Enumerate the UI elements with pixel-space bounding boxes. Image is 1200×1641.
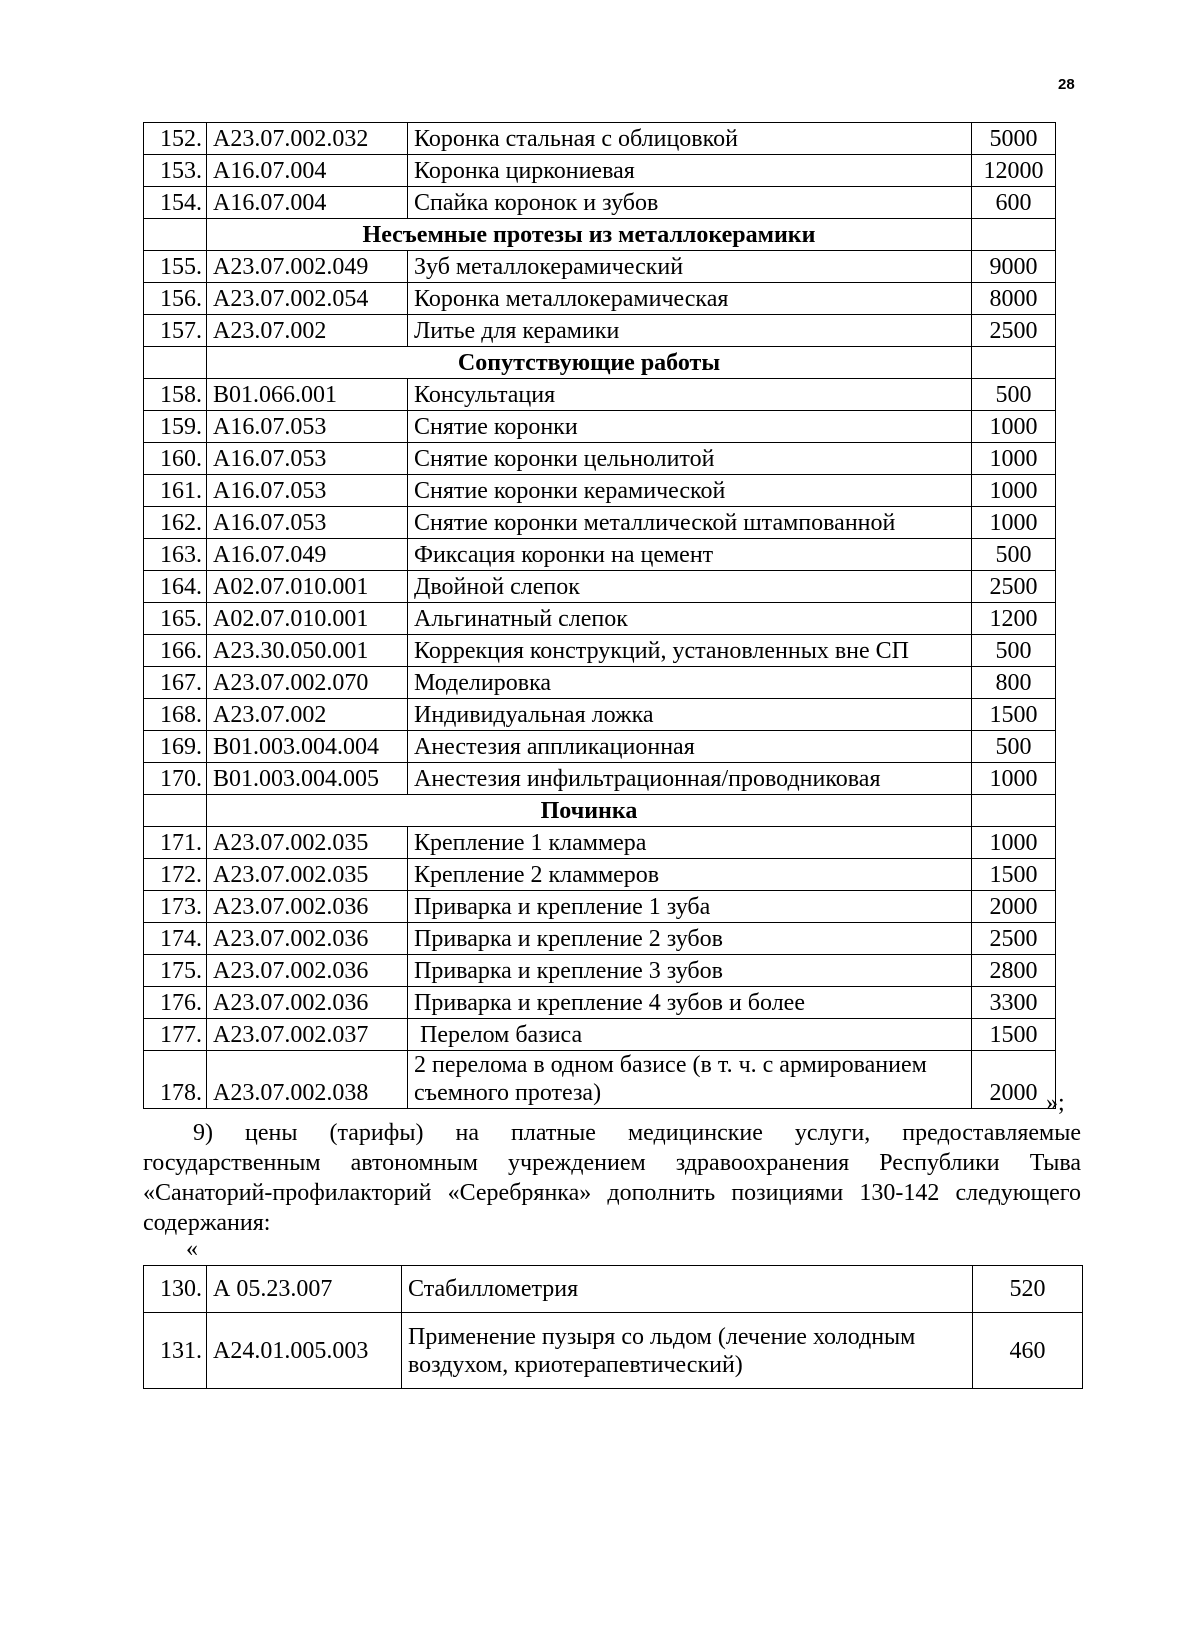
service-price: 520 [973, 1266, 1083, 1313]
service-price: 5000 [972, 123, 1056, 155]
price-table-dental [143, 122, 1056, 1109]
table-row [144, 155, 1056, 187]
service-name: Приварка и крепление 3 зубов [408, 955, 972, 987]
service-price: 2500 [972, 923, 1056, 955]
table-row [144, 475, 1056, 507]
service-name: Анестезия аппликационная [408, 731, 972, 763]
service-name: Крепление 2 кламмеров [408, 859, 972, 891]
row-number: 131. [144, 1313, 207, 1389]
table-row [144, 667, 1056, 699]
service-code: A23.07.002.036 [207, 955, 408, 987]
row-number: 159. [144, 411, 207, 443]
service-name: Стабиллометрия [402, 1266, 973, 1313]
service-code: A23.07.002.037 [207, 1019, 408, 1051]
service-code: B01.003.004.004 [207, 731, 408, 763]
table-row [144, 1266, 1083, 1313]
service-price: 1000 [972, 443, 1056, 475]
row-number: 170. [144, 763, 207, 795]
service-name: Консультация [408, 379, 972, 411]
row-number: 155. [144, 251, 207, 283]
table-row [144, 1313, 1083, 1389]
table-row [144, 411, 1056, 443]
service-price: 2800 [972, 955, 1056, 987]
service-price: 2000 [972, 1051, 1056, 1109]
table-row [144, 315, 1056, 347]
service-name: Коронка металлокерамическая [408, 283, 972, 315]
table-row [144, 187, 1056, 219]
service-code: B01.066.001 [207, 379, 408, 411]
service-name: Коррекция конструкций, установленных вне СП [408, 635, 972, 667]
service-code: A16.07.053 [207, 443, 408, 475]
service-name: Крепление 1 кламмера [408, 827, 972, 859]
table-row [144, 1019, 1056, 1051]
service-name: Зуб металлокерамический [408, 251, 972, 283]
service-price: 3300 [972, 987, 1056, 1019]
price-table-sanatorium [143, 1265, 1083, 1389]
table-row [144, 539, 1056, 571]
service-name: 2 перелома в одном базисе (в т. ч. с армированием съемного протеза) [408, 1051, 972, 1109]
row-number: 174. [144, 923, 207, 955]
service-code: А 05.23.007 [207, 1266, 402, 1313]
service-code: A23.07.002.035 [207, 827, 408, 859]
closing-quote: »; [1046, 1090, 1065, 1116]
row-number: 164. [144, 571, 207, 603]
empty-cell [972, 219, 1056, 251]
service-name: Приварка и крепление 2 зубов [408, 923, 972, 955]
service-name: Снятие коронки цельнолитой [408, 443, 972, 475]
service-name: Двойной слепок [408, 571, 972, 603]
service-code: A24.01.005.003 [207, 1313, 402, 1389]
row-number: 152. [144, 123, 207, 155]
service-price: 1000 [972, 507, 1056, 539]
table-row [144, 731, 1056, 763]
service-code: A02.07.010.001 [207, 571, 408, 603]
service-code: A02.07.010.001 [207, 603, 408, 635]
table-row [144, 955, 1056, 987]
service-price: 2500 [972, 315, 1056, 347]
service-code: A16.07.004 [207, 187, 408, 219]
service-price: 2500 [972, 571, 1056, 603]
service-code: A16.07.053 [207, 411, 408, 443]
table-row [144, 763, 1056, 795]
service-name: Снятие коронки керамической [408, 475, 972, 507]
table-row [144, 987, 1056, 1019]
section-title: Несъемные протезы из металлокерамики [207, 219, 972, 251]
service-name: Применение пузыря со льдом (лечение холодным воздухом, криотерапевтический) [402, 1313, 973, 1389]
row-number: 153. [144, 155, 207, 187]
service-price: 12000 [972, 155, 1056, 187]
service-code: A16.07.004 [207, 155, 408, 187]
service-price: 1000 [972, 827, 1056, 859]
service-code: A16.07.049 [207, 539, 408, 571]
empty-cell [972, 347, 1056, 379]
service-name: Фиксация коронки на цемент [408, 539, 972, 571]
table-row [144, 571, 1056, 603]
service-code: A23.07.002.070 [207, 667, 408, 699]
row-number: 154. [144, 187, 207, 219]
page-number: 28 [1058, 76, 1075, 93]
table-row [144, 283, 1056, 315]
section-row [144, 347, 1056, 379]
row-number: 158. [144, 379, 207, 411]
table-row [144, 1051, 1056, 1109]
service-code: A16.07.053 [207, 507, 408, 539]
empty-cell [972, 795, 1056, 827]
row-number: 178. [144, 1051, 207, 1109]
row-number: 162. [144, 507, 207, 539]
table-row [144, 507, 1056, 539]
empty-cell [144, 347, 207, 379]
row-number: 130. [144, 1266, 207, 1313]
service-name: Спайка коронок и зубов [408, 187, 972, 219]
table-row [144, 635, 1056, 667]
paragraph-text: 9) цены (тарифы) на платные медицинские услуги, предоставляемые государственным автономным учреждением здравоохранения Республики Тыва «Санаторий-профилакторий «Серебрянка» дополнить позициями 130-142 следующего содержания: [143, 1120, 1081, 1236]
row-number: 171. [144, 827, 207, 859]
row-number: 167. [144, 667, 207, 699]
service-price: 600 [972, 187, 1056, 219]
service-name: Литье для керамики [408, 315, 972, 347]
empty-cell [144, 219, 207, 251]
section-row [144, 795, 1056, 827]
service-price: 500 [972, 379, 1056, 411]
service-name: Коронка циркониевая [408, 155, 972, 187]
service-price: 460 [973, 1313, 1083, 1389]
service-name: Приварка и крепление 4 зубов и более [408, 987, 972, 1019]
section-title: Сопутствующие работы [207, 347, 972, 379]
table-row [144, 827, 1056, 859]
table-row [144, 859, 1056, 891]
row-number: 177. [144, 1019, 207, 1051]
service-code: A16.07.053 [207, 475, 408, 507]
service-code: A23.07.002.038 [207, 1051, 408, 1109]
table-row [144, 443, 1056, 475]
row-number: 169. [144, 731, 207, 763]
service-name: Анестезия инфильтрационная/проводниковая [408, 763, 972, 795]
row-number: 165. [144, 603, 207, 635]
service-name: Альгинатный слепок [408, 603, 972, 635]
paragraph-item-9 [143, 1118, 1081, 1238]
row-number: 157. [144, 315, 207, 347]
service-code: B01.003.004.005 [207, 763, 408, 795]
service-code: A23.07.002.054 [207, 283, 408, 315]
service-price: 500 [972, 731, 1056, 763]
service-name: Приварка и крепление 1 зуба [408, 891, 972, 923]
row-number: 160. [144, 443, 207, 475]
service-name: Моделировка [408, 667, 972, 699]
table-row [144, 699, 1056, 731]
section-title: Починка [207, 795, 972, 827]
table-row [144, 379, 1056, 411]
row-number: 161. [144, 475, 207, 507]
service-name: Индивидуальная ложка [408, 699, 972, 731]
service-name: Перелом базиса [408, 1019, 972, 1051]
service-code: A23.07.002.036 [207, 923, 408, 955]
row-number: 172. [144, 859, 207, 891]
opening-quote: « [186, 1236, 198, 1262]
service-code: A23.07.002.049 [207, 251, 408, 283]
section-row [144, 219, 1056, 251]
service-name: Снятие коронки металлической штампованной [408, 507, 972, 539]
service-price: 1000 [972, 763, 1056, 795]
row-number: 156. [144, 283, 207, 315]
table-row [144, 251, 1056, 283]
row-number: 166. [144, 635, 207, 667]
service-price: 1000 [972, 411, 1056, 443]
service-price: 9000 [972, 251, 1056, 283]
service-code: A23.07.002.036 [207, 891, 408, 923]
service-price: 1000 [972, 475, 1056, 507]
empty-cell [144, 795, 207, 827]
service-price: 1500 [972, 859, 1056, 891]
service-price: 1200 [972, 603, 1056, 635]
service-price: 1500 [972, 1019, 1056, 1051]
service-price: 500 [972, 635, 1056, 667]
service-code: A23.30.050.001 [207, 635, 408, 667]
table-row [144, 923, 1056, 955]
service-name: Коронка стальная с облицовкой [408, 123, 972, 155]
service-code: A23.07.002.036 [207, 987, 408, 1019]
service-price: 1500 [972, 699, 1056, 731]
table-row [144, 123, 1056, 155]
service-code: A23.07.002 [207, 315, 408, 347]
row-number: 176. [144, 987, 207, 1019]
row-number: 175. [144, 955, 207, 987]
service-price: 2000 [972, 891, 1056, 923]
service-code: A23.07.002 [207, 699, 408, 731]
row-number: 173. [144, 891, 207, 923]
table-row [144, 603, 1056, 635]
service-code: A23.07.002.032 [207, 123, 408, 155]
row-number: 163. [144, 539, 207, 571]
service-price: 500 [972, 539, 1056, 571]
table-row [144, 891, 1056, 923]
service-price: 8000 [972, 283, 1056, 315]
row-number: 168. [144, 699, 207, 731]
service-name: Снятие коронки [408, 411, 972, 443]
service-price: 800 [972, 667, 1056, 699]
service-code: A23.07.002.035 [207, 859, 408, 891]
